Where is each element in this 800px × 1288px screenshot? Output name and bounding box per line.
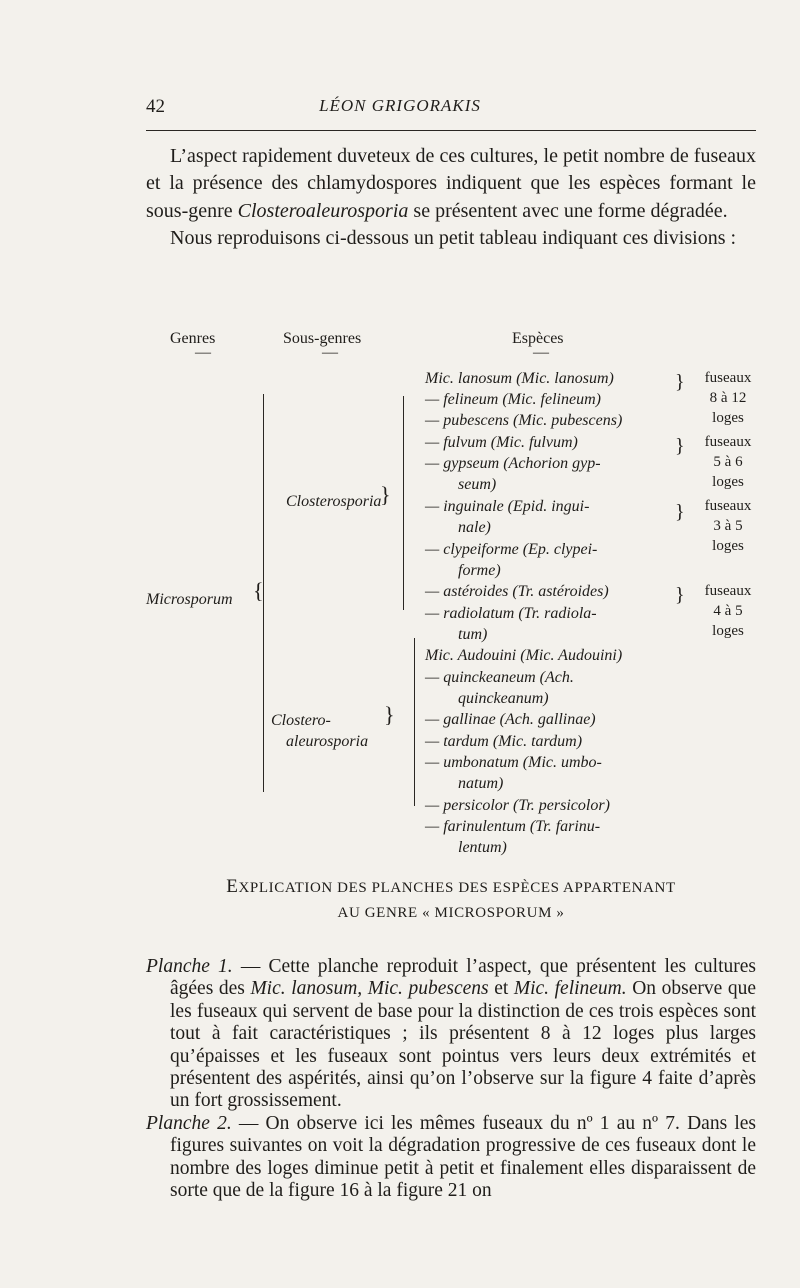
planche-1-label: Planche 1. (146, 956, 233, 977)
header-dash-1: — (195, 344, 211, 361)
note-line: fuseaux (704, 434, 752, 450)
planche-2 (146, 1113, 756, 1203)
header-especes: Espèces (512, 330, 564, 347)
species-row: — persicolor (Tr. persicolor) (425, 797, 610, 814)
species-row: — pubescens (Mic. pubescens) (425, 412, 623, 429)
header-dash-2: — (322, 344, 338, 361)
note-line: fuseaux (704, 498, 752, 514)
planche-1-et: et (488, 978, 514, 1000)
note-line: loges (712, 623, 744, 639)
species-row: nale) (458, 519, 491, 536)
species-row: — clypeiforme (Ep. clypei- (425, 541, 598, 558)
note-brace-3: } (675, 501, 685, 523)
planche-1-text-a: — Cette planche reproduit l’aspect, que présentent les cultures âgées des (170, 956, 756, 1000)
planche-1 (146, 956, 756, 1113)
subgenus-term: Closteroaleurosporia (237, 199, 409, 222)
species-row: quinckeanum) (458, 690, 549, 707)
planche-1-species-2: Mic. felineum. (513, 978, 627, 1000)
planche-1-text-b: On observe que les fuseaux qui servent de base pour la distinction de ces trois espèces sont tout à fait caractéristiques ; ils présentent 8 à 12 loges plus larges qu’épaisses et les fuseaux sont pointus vers leurs deux extrémités et présentent des aspérités, ainsi qu’on l’observe sur la figure 4 faite d’après un fort grossissement. (170, 978, 756, 1112)
subgenus-clostero-line2: aleurosporia (286, 733, 369, 750)
subgenus-clostero-line1: Clostero- (271, 712, 331, 729)
closterosporia-brace: } (380, 482, 391, 507)
species-row: — farinulentum (Tr. farinu- (425, 818, 601, 835)
note-line: fuseaux (704, 583, 752, 599)
species-row: — astéroides (Tr. astéroides) (425, 583, 609, 600)
note-group-4 (688, 581, 768, 641)
genre-brace: { (253, 578, 264, 603)
species-row: — radiolatum (Tr. radiola- (425, 605, 597, 622)
section-title-line1 (146, 876, 756, 898)
subgenus-closterosporia: Closterosporia (286, 493, 382, 510)
header-sous-genres: Sous-genres (283, 330, 362, 347)
note-line: 8 à 12 (709, 390, 747, 406)
species-row: natum) (458, 775, 504, 792)
species-row: forme) (458, 562, 501, 579)
planche-text (146, 956, 756, 1202)
species-row: — quinckeaneum (Ach. (425, 669, 574, 686)
species-row: — gallinae (Ach. gallinae) (425, 711, 596, 728)
species-row: — tardum (Mic. tardum) (425, 733, 583, 750)
intro-paragraph-2: Nous reproduisons ci-dessous un petit tableau indiquant ces divisions : (170, 227, 737, 250)
note-group-2 (688, 432, 768, 492)
species-row: — felineum (Mic. felineum) (425, 391, 601, 408)
closteroaleurosporia-brace: } (384, 702, 395, 727)
species-row: — gypseum (Achorion gyp- (425, 455, 601, 472)
planche-1-species-1: Mic. lanosum, Mic. pubescens (250, 978, 489, 1000)
species-row: — inguinale (Epid. ingui- (425, 498, 590, 515)
section-title-line2: AU GENRE « MICROSPORUM » (337, 905, 565, 921)
section-title-rest: XPLICATION DES PLANCHES DES ESPÈCES APPARTENANT (238, 880, 676, 896)
species-row: Mic. Audouini (Mic. Audouini) (425, 647, 623, 664)
note-brace-1: } (675, 371, 685, 393)
running-title: LÉON GRIGORAKIS (319, 96, 481, 115)
note-line: 4 à 5 (713, 603, 743, 619)
note-line: loges (712, 474, 744, 490)
note-group-3 (688, 496, 768, 556)
species-row: — fulvum (Mic. fulvum) (425, 434, 578, 451)
species-row: — umbonatum (Mic. umbo- (425, 754, 602, 771)
note-line: loges (712, 538, 744, 554)
species-row: lentum) (458, 839, 507, 856)
planche-2-label: Planche 2. (146, 1112, 232, 1134)
section-initial: E (226, 876, 239, 897)
note-brace-4: } (675, 584, 685, 606)
species-row: tum) (458, 626, 488, 643)
note-line: fuseaux (704, 370, 752, 386)
header-genres: Genres (170, 330, 216, 347)
header-dash-3: — (533, 344, 549, 361)
intro-p1-end: se présentent avec une forme dégradée. (408, 199, 728, 222)
note-line: 3 à 5 (713, 518, 743, 534)
species-row: seum) (458, 476, 497, 493)
planche-2-text: — On observe ici les mêmes fuseaux du nº 1 au nº 7. Dans les figures suivantes on voit la dégradation progressive de ces fuseaux dont le nombre des loges diminue petit à petit et finalement elles disparaissent de sorte que de la figure 16 à la figure 21 on (170, 1112, 756, 1202)
note-brace-2: } (675, 435, 685, 457)
intro-p1-start: L’aspect rapidement duveteux de ces cultures, le petit nombre de fuseaux et la présence des chlamydospores indiquent que les espèces formant le sous-genre (146, 145, 756, 222)
page-number: 42 (146, 96, 165, 117)
genre-label: Microsporum (146, 591, 233, 608)
note-line: 5 à 6 (713, 454, 743, 470)
species-row: Mic. lanosum (Mic. lanosum) (425, 370, 614, 387)
note-group-1 (688, 368, 768, 428)
note-line: loges (712, 410, 744, 426)
